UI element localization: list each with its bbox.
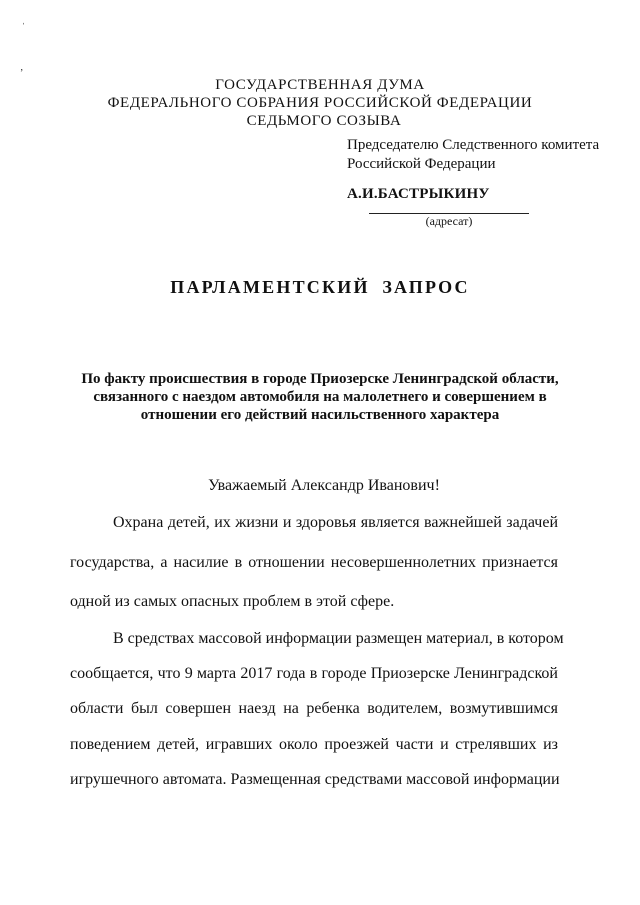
- addressee-block: [347, 136, 627, 174]
- request-subject: [60, 370, 580, 424]
- header-line: ГОСУДАРСТВЕННАЯ ДУМА: [215, 77, 425, 93]
- body-line: игрушечного автомата. Размещенная средствами массовой информации: [70, 771, 560, 788]
- document-header: [0, 76, 640, 130]
- document-title: ПАРЛАМЕНТСКИЙ ЗАПРОС: [170, 277, 470, 297]
- addressee-name: А.И.БАСТРЫКИНУ: [347, 186, 490, 202]
- body-line: области был совершен наезд на ребенка водителем, возмутившимся: [70, 700, 558, 717]
- greeting: Уважаемый Александр Иванович!: [208, 477, 440, 494]
- scan-mark: ‚: [20, 62, 24, 73]
- body-line: Охрана детей, их жизни и здоровья является важнейшей задачей: [113, 514, 558, 531]
- addressee-position: Председателю Следственного комитета: [347, 137, 600, 153]
- subject-line: связанного с наездом автомобиля на малолетнего и совершением в: [93, 389, 547, 405]
- addressee-caption: (адресат): [425, 214, 473, 228]
- body-line: В средствах массовой информации размещен материал, в котором: [113, 630, 564, 647]
- subject-line: По факту происшествия в городе Приозерске Ленинградской области,: [81, 371, 559, 387]
- addressee-organization: Российской Федерации: [347, 156, 496, 172]
- scan-mark: ˌ: [22, 14, 26, 25]
- body-line: одной из самых опасных проблем в этой сфере.: [70, 593, 395, 610]
- header-line: ФЕДЕРАЛЬНОГО СОБРАНИЯ РОССИЙСКОЙ ФЕДЕРАЦИИ: [107, 95, 533, 111]
- subject-line: отношении его действий насильственного характера: [140, 407, 500, 423]
- body-line: сообщается, что 9 марта 2017 года в городе Приозерске Ленинградской: [70, 665, 558, 682]
- body-line: государства, а насилие в отношении несовершеннолетних признается: [70, 554, 558, 571]
- body-line: поведением детей, игравших около проезжей части и стрелявших из: [70, 736, 558, 753]
- header-line: СЕДЬМОГО СОЗЫВА: [246, 113, 402, 129]
